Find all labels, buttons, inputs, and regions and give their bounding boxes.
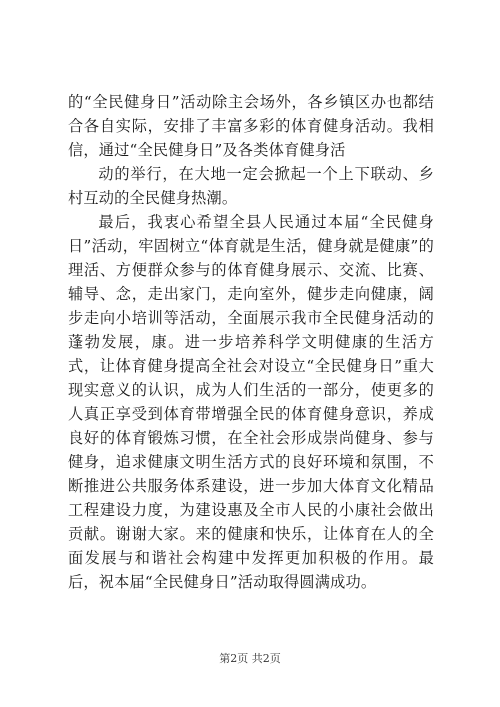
paragraph-2: 动的举行，在大地一定会掀起一个上下联动、乡村互动的全民健身热潮。 [68,165,434,207]
paragraph-3: 最后，我衷心希望全县人民通过本届“全民健身日”活动，牢固树立“体育就是生活，健身就是健康”的理活、方便群众参与的体育健身展示、交流、比赛、辅导、念，走出家门，走向室外，健步走向健康，阔步走向小培训等活动，全面展示我市全民健身活动的蓬勃发展，康。进一步培养科学文明健康的生活方式，让体育健身提高全社会对设立“全民健身日”重大现实意义的认识，成为人们生活的一部分，使更多的人真正享受到体育带增强全民的体育健身意识，养成良好的体育锻炼习惯，在全社会形成崇尚健身、参与健身，追求健康文明生活方式的良好环境和氛围，不断推进公共服务体系建设，进一步加大体育文化精品工程建设力度，为建设惠及全市人民的小康社会做出贡献。谢谢大家。来的健康和快乐，让体育在人的全面发展与和谐社会构建中发挥更加积极的作用。最后，祝本届“全民健身日”活动取得圆满成功。 [68,213,434,591]
page-number-footer: 第2页 共2页 [219,652,281,665]
document-body [68,90,434,594]
paragraph-1: 的“全民健身日”活动除主会场外，各乡镇区办也都结合各自实际，安排了丰富多彩的体育健身活动。我相信，通过“全民健身日”及各类体育健身活 [68,93,434,159]
